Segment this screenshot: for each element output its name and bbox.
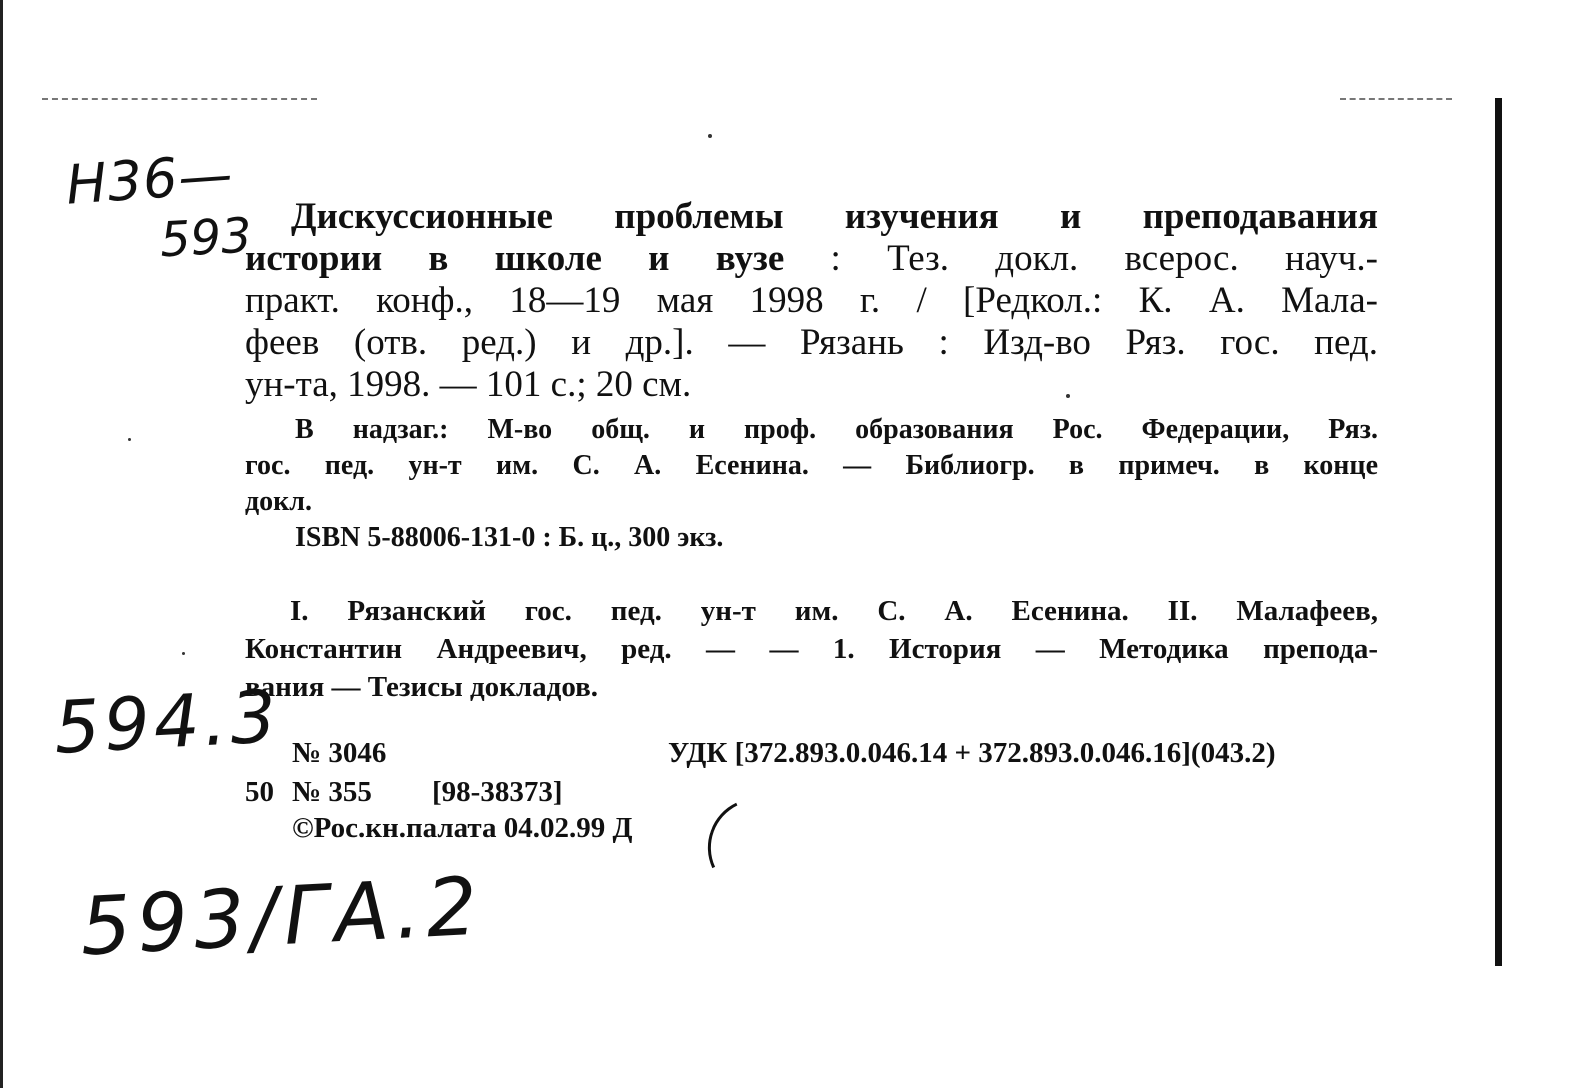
top-dashed-line bbox=[42, 98, 317, 100]
note-line: докл. bbox=[245, 486, 313, 517]
tracing-line: Константин Андреевич, ред. — — 1. История — Методика препода- bbox=[245, 633, 1378, 665]
copyright-line: ©Рос.кн.палата 04.02.99 Д bbox=[292, 812, 633, 844]
description-line: практ. конф., 18—19 мая 1998 г. / [Редкол.: К. А. Мала- bbox=[245, 280, 1378, 321]
description-line: Дискуссионные проблемы изучения и преподавания bbox=[291, 196, 1378, 237]
handwritten-top-mark: Н36— bbox=[64, 142, 236, 217]
order-number: [98-38373] bbox=[432, 776, 563, 808]
card-left-edge bbox=[0, 0, 3, 1088]
handwritten-class-mark: 594.3 bbox=[51, 674, 283, 770]
handwritten-shelf-mark: 593/ГА.2 bbox=[77, 859, 486, 974]
tracing-line: вания — Тезисы докладов. bbox=[245, 671, 599, 703]
udk-code: УДК [372.893.0.046.14 + 372.893.0.046.16](043.2) bbox=[668, 737, 1276, 769]
tracing-line: I. Рязанский гос. пед. ун-т им. С. А. Есенина. II. Малафеев, bbox=[290, 595, 1378, 627]
description-line: ун-та, 1998. — 101 с.; 20 см. bbox=[245, 364, 692, 405]
stamp-arc bbox=[694, 785, 818, 910]
registration-number: № 3046 bbox=[292, 737, 387, 769]
notes bbox=[245, 412, 1378, 520]
bibliographic-description bbox=[245, 196, 1378, 406]
scan-speck bbox=[182, 652, 185, 655]
isbn-line: ISBN 5-88006-131-0 : Б. ц., 300 экз. bbox=[295, 522, 724, 553]
description-line: феев (отв. ред.) и др.]. — Рязань : Изд-во Ряз. гос. пед. bbox=[245, 322, 1378, 363]
scan-speck bbox=[708, 134, 712, 138]
note-line: В надзаг.: М-во общ. и проф. образования Рос. Федерации, Ряз. bbox=[295, 414, 1378, 445]
description-line bbox=[245, 238, 1378, 280]
description-line-rest: : Тез. докл. всерос. науч.- bbox=[784, 238, 1378, 279]
series-number: № 355 bbox=[292, 776, 372, 808]
card-right-rule bbox=[1495, 98, 1502, 966]
handwritten-top-mark-number: 593 bbox=[158, 207, 254, 269]
series-prefix: 50 bbox=[245, 776, 274, 808]
top-dashed-line bbox=[1340, 98, 1452, 100]
note-line: гос. пед. ун-т им. С. А. Есенина. — Библиогр. в примеч. в конце bbox=[245, 450, 1378, 481]
scan-speck bbox=[128, 438, 131, 441]
tracings bbox=[245, 592, 1378, 706]
title-continuation: истории в школе и вузе bbox=[245, 238, 785, 279]
